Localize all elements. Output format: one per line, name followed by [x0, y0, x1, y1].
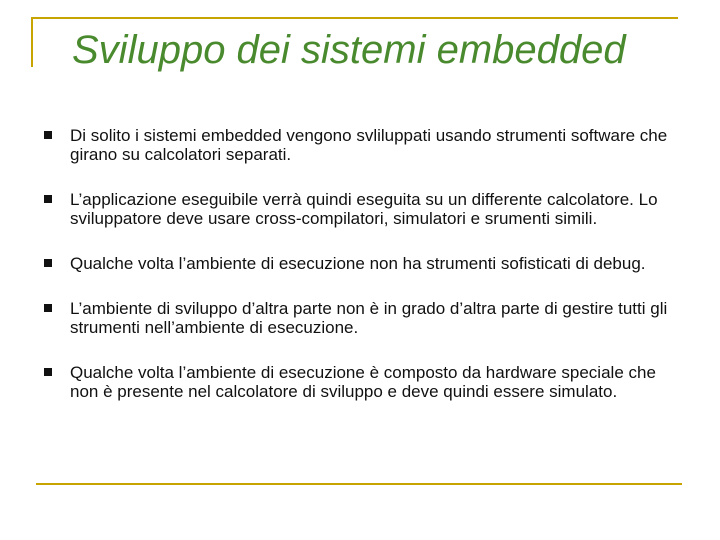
bullet-list: [44, 126, 684, 427]
square-bullet-icon: [44, 131, 52, 139]
bullet-text: Qualche volta l’ambiente di esecuzione non ha strumenti sofisticati di debug.: [70, 254, 646, 273]
bullet-item: [44, 363, 684, 401]
frame-bottom-line: [36, 483, 682, 485]
slide-title: Sviluppo dei sistemi embedded: [72, 28, 626, 72]
square-bullet-icon: [44, 304, 52, 312]
square-bullet-icon: [44, 368, 52, 376]
bullet-text: L’applicazione eseguibile verrà quindi eseguita su un differente calcolatore. Lo sviluppatore deve usare cross-compilatori, simulatori e srumenti simili.: [70, 190, 658, 228]
frame-left-line: [31, 17, 33, 67]
bullet-item: [44, 254, 684, 273]
bullet-text: L’ambiente di sviluppo d’altra parte non è in grado d’altra parte di gestire tutti gli strumenti nell’ambiente di esecuzione.: [70, 299, 668, 337]
bullet-text: Qualche volta l’ambiente di esecuzione è composto da hardware speciale che non è presente nel calcolatore di sviluppo e deve quindi essere simulato.: [70, 363, 656, 401]
frame-top-line: [31, 17, 678, 19]
bullet-item: [44, 299, 684, 337]
square-bullet-icon: [44, 259, 52, 267]
square-bullet-icon: [44, 195, 52, 203]
bullet-item: [44, 190, 684, 228]
bullet-text: Di solito i sistemi embedded vengono svliluppati usando strumenti software che girano su calcolatori separati.: [70, 126, 668, 164]
bullet-item: [44, 126, 684, 164]
